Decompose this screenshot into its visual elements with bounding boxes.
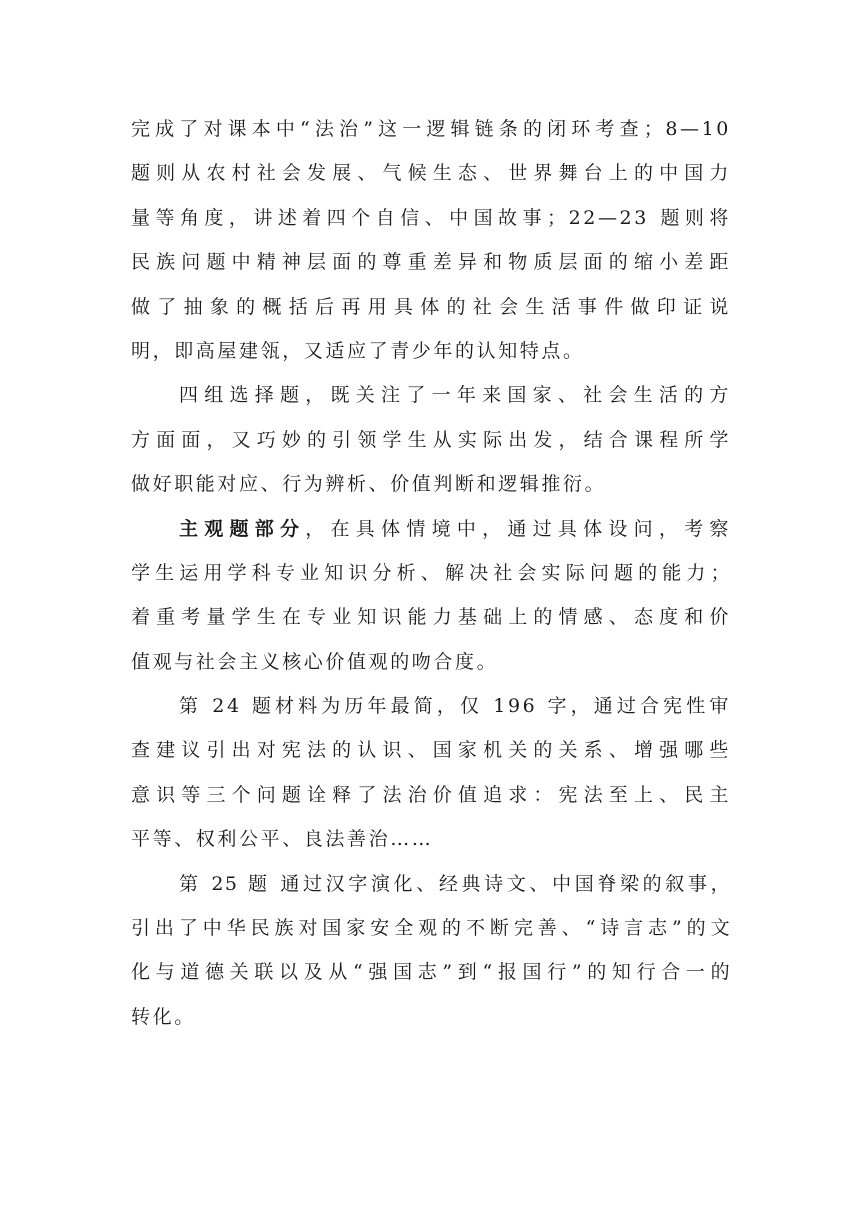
text-line: 方面面，又巧妙的引领学生从实际出发，结合课程所学: [131, 428, 731, 451]
line-rest: ，在具体情境中，通过具体设问，考察: [305, 517, 731, 540]
text-line: 做好职能对应、行为辨析、价值判断和逻辑推衍。: [131, 473, 607, 496]
text-line: 着重考量学生在专业知识能力基础上的情感、态度和价: [131, 606, 731, 629]
text-line: 四组选择题，既关注了一年来国家、社会生活的方: [179, 384, 731, 407]
text-line: 平等、权利公平、良法善治……: [131, 828, 434, 851]
text-line: 转化。: [131, 1005, 196, 1028]
text-line: 学生运用学科专业知识分析、解决社会实际问题的能力；: [131, 561, 731, 584]
text-line: 量等角度，讲述着四个自信、中国故事；22—23 题则将: [131, 206, 731, 229]
text-line: 做了抽象的概括后再用具体的社会生活事件做印证说: [131, 295, 731, 318]
text-line: 化与道德关联以及从“强国志”到“报国行”的知行合一的: [131, 961, 731, 984]
text-line: 值观与社会主义核心价值观的吻合度。: [131, 650, 499, 673]
text-line: 意识等三个问题诠释了法治价值追求：宪法至上、民主: [131, 783, 731, 806]
body-text: [131, 107, 731, 1039]
text-line: [131, 507, 731, 551]
text-line: 第 25 题 通过汉字演化、经典诗文、中国脊梁的叙事，: [179, 872, 731, 895]
text-line: 民族问题中精神层面的尊重差异和物质层面的缩小差距: [131, 251, 731, 274]
paragraph-4: [131, 684, 731, 862]
text-line: 第 24 题材料为历年最简，仅 196 字，通过合宪性审: [179, 695, 731, 718]
paragraph-1: [131, 107, 731, 373]
paragraph-3: [131, 507, 731, 685]
text-line: 题则从农村社会发展、气候生态、世界舞台上的中国力: [131, 162, 731, 185]
text-line: 明，即高屋建瓴，又适应了青少年的认知特点。: [131, 339, 585, 362]
text-line: 查建议引出对宪法的认识、国家机关的关系、增强哪些: [131, 739, 731, 762]
paragraph-2: [131, 373, 731, 506]
bold-lead-text: 主观题部分: [179, 517, 306, 540]
text-line: 完成了对课本中“法治”这一逻辑链条的闭环考查；8—10: [131, 118, 731, 140]
text-line: 引出了中华民族对国家安全观的不断完善、“诗言志”的文: [131, 917, 731, 940]
paragraph-5: [131, 862, 731, 1040]
